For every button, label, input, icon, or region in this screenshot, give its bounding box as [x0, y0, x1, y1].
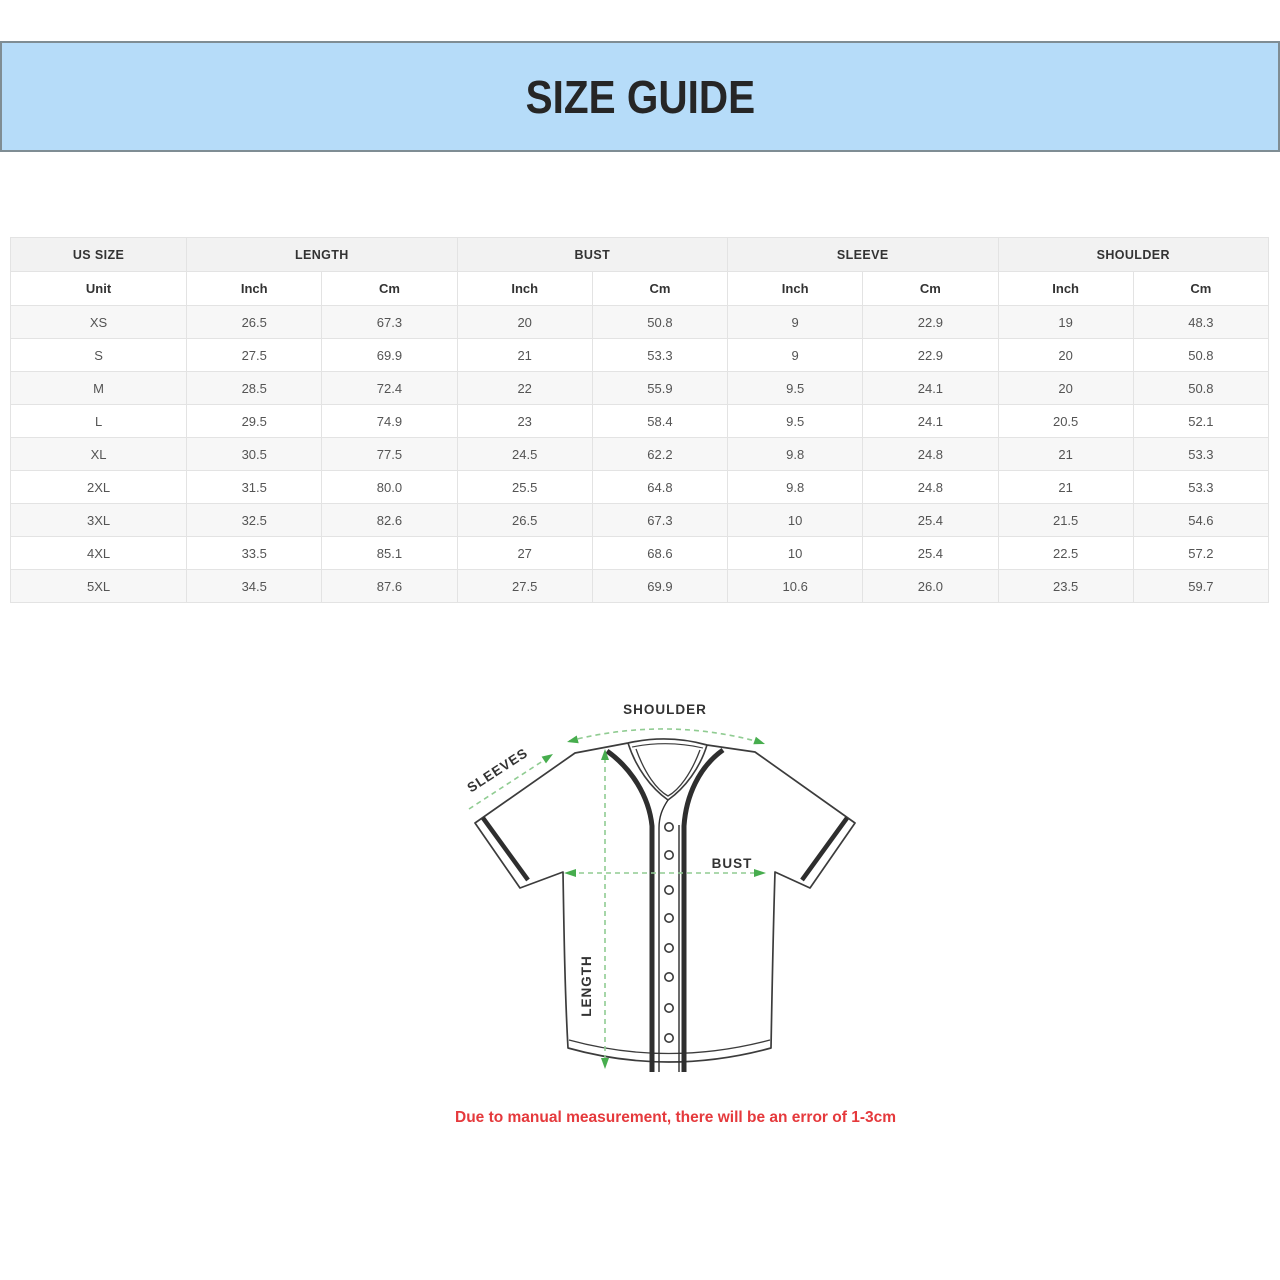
measurement-cell: 29.5	[187, 405, 322, 438]
measurement-cell: 50.8	[592, 306, 727, 339]
measurement-cell: 30.5	[187, 438, 322, 471]
measurement-cell: 57.2	[1133, 537, 1268, 570]
measurement-cell: 85.1	[322, 537, 457, 570]
measurement-cell: 62.2	[592, 438, 727, 471]
measurement-cell: 25.4	[863, 504, 998, 537]
measurement-disclaimer: Due to manual measurement, there will be an error of 1-3cm	[455, 1109, 897, 1126]
header-bust-cm: Cm	[592, 272, 727, 306]
size-guide-banner	[0, 41, 1280, 152]
measurement-cell: 52.1	[1133, 405, 1268, 438]
measurement-cell: 22	[457, 372, 592, 405]
measurement-cell: 9.5	[728, 405, 863, 438]
header-sleeve: SLEEVE	[728, 238, 998, 272]
jersey-outline	[475, 739, 855, 1062]
header-length-inch: Inch	[187, 272, 322, 306]
measurement-cell: 82.6	[322, 504, 457, 537]
header-bust-inch: Inch	[457, 272, 592, 306]
measurement-cell: 69.9	[592, 570, 727, 603]
measurement-cell: 21.5	[998, 504, 1133, 537]
measurement-cell: 22.9	[863, 306, 998, 339]
measurement-cell: 50.8	[1133, 372, 1268, 405]
measurement-cell: 24.8	[863, 471, 998, 504]
size-label-cell: S	[11, 339, 187, 372]
header-length-cm: Cm	[322, 272, 457, 306]
measurement-cell: 10	[728, 537, 863, 570]
measurement-cell: 77.5	[322, 438, 457, 471]
measurement-cell: 24.8	[863, 438, 998, 471]
measurement-cell: 67.3	[322, 306, 457, 339]
measurement-cell: 28.5	[187, 372, 322, 405]
size-table-body	[11, 306, 1269, 603]
measurement-cell: 23.5	[998, 570, 1133, 603]
measurement-cell: 10.6	[728, 570, 863, 603]
measurement-cell: 34.5	[187, 570, 322, 603]
measurement-cell: 27.5	[187, 339, 322, 372]
length-label: LENGTH	[579, 955, 594, 1017]
measurement-cell: 21	[998, 438, 1133, 471]
measurement-cell: 24.1	[863, 372, 998, 405]
header-unit: Unit	[11, 272, 187, 306]
group-header-row	[11, 238, 1269, 272]
size-table	[10, 237, 1269, 603]
measurement-cell: 87.6	[322, 570, 457, 603]
jersey-measurement-diagram	[455, 690, 875, 1110]
sleeves-label: SLEEVES	[464, 745, 531, 796]
header-shoulder-cm: Cm	[1133, 272, 1268, 306]
measurement-cell: 26.5	[457, 504, 592, 537]
measurement-cell: 27.5	[457, 570, 592, 603]
header-sleeve-inch: Inch	[728, 272, 863, 306]
jersey-diagram-svg	[455, 690, 875, 1110]
measurement-cell: 20	[998, 339, 1133, 372]
size-table-row	[11, 504, 1269, 537]
measurement-cell: 32.5	[187, 504, 322, 537]
size-label-cell: 3XL	[11, 504, 187, 537]
measurement-cell: 21	[998, 471, 1133, 504]
page-title: SIZE GUIDE	[525, 70, 755, 123]
measurement-cell: 72.4	[322, 372, 457, 405]
size-table-row	[11, 570, 1269, 603]
measurement-cell: 9.8	[728, 471, 863, 504]
measurement-cell: 20	[998, 372, 1133, 405]
measurement-cell: 53.3	[592, 339, 727, 372]
measurement-cell: 74.9	[322, 405, 457, 438]
measurement-cell: 67.3	[592, 504, 727, 537]
measurement-cell: 48.3	[1133, 306, 1268, 339]
size-table-row	[11, 372, 1269, 405]
measurement-cell: 22.9	[863, 339, 998, 372]
size-label-cell: 5XL	[11, 570, 187, 603]
header-sleeve-cm: Cm	[863, 272, 998, 306]
size-table-row	[11, 405, 1269, 438]
size-table-row	[11, 306, 1269, 339]
measurement-cell: 31.5	[187, 471, 322, 504]
size-table-container	[10, 237, 1269, 603]
measurement-cell: 20.5	[998, 405, 1133, 438]
header-shoulder: SHOULDER	[998, 238, 1268, 272]
measurement-cell: 21	[457, 339, 592, 372]
measurement-cell: 69.9	[322, 339, 457, 372]
measurement-cell: 80.0	[322, 471, 457, 504]
bust-label: BUST	[711, 856, 753, 871]
measurement-cell: 9.8	[728, 438, 863, 471]
size-table-row	[11, 471, 1269, 504]
size-table-row	[11, 537, 1269, 570]
size-table-row	[11, 438, 1269, 471]
header-shoulder-inch: Inch	[998, 272, 1133, 306]
unit-header-row	[11, 272, 1269, 306]
size-table-row	[11, 339, 1269, 372]
header-length: LENGTH	[187, 238, 457, 272]
measurement-cell: 24.5	[457, 438, 592, 471]
measurement-cell: 20	[457, 306, 592, 339]
measurement-cell: 53.3	[1133, 471, 1268, 504]
header-bust: BUST	[457, 238, 727, 272]
measurement-cell: 25.5	[457, 471, 592, 504]
measurement-cell: 26.5	[187, 306, 322, 339]
measurement-cell: 55.9	[592, 372, 727, 405]
measurement-cell: 27	[457, 537, 592, 570]
shoulder-label: SHOULDER	[623, 702, 707, 717]
measurement-cell: 24.1	[863, 405, 998, 438]
measurement-cell: 33.5	[187, 537, 322, 570]
measurement-cell: 23	[457, 405, 592, 438]
header-us-size: US SIZE	[11, 238, 187, 272]
measurement-cell: 22.5	[998, 537, 1133, 570]
size-label-cell: XL	[11, 438, 187, 471]
measurement-cell: 10	[728, 504, 863, 537]
measurement-cell: 19	[998, 306, 1133, 339]
size-label-cell: 2XL	[11, 471, 187, 504]
measurement-cell: 59.7	[1133, 570, 1268, 603]
measurement-cell: 26.0	[863, 570, 998, 603]
size-label-cell: 4XL	[11, 537, 187, 570]
measurement-cell: 53.3	[1133, 438, 1268, 471]
measurement-cell: 25.4	[863, 537, 998, 570]
measurement-cell: 68.6	[592, 537, 727, 570]
measurement-cell: 9	[728, 306, 863, 339]
size-label-cell: XS	[11, 306, 187, 339]
measurement-cell: 50.8	[1133, 339, 1268, 372]
measurement-cell: 9	[728, 339, 863, 372]
size-label-cell: L	[11, 405, 187, 438]
measurement-cell: 64.8	[592, 471, 727, 504]
measurement-cell: 58.4	[592, 405, 727, 438]
measurement-cell: 54.6	[1133, 504, 1268, 537]
size-label-cell: M	[11, 372, 187, 405]
measurement-cell: 9.5	[728, 372, 863, 405]
